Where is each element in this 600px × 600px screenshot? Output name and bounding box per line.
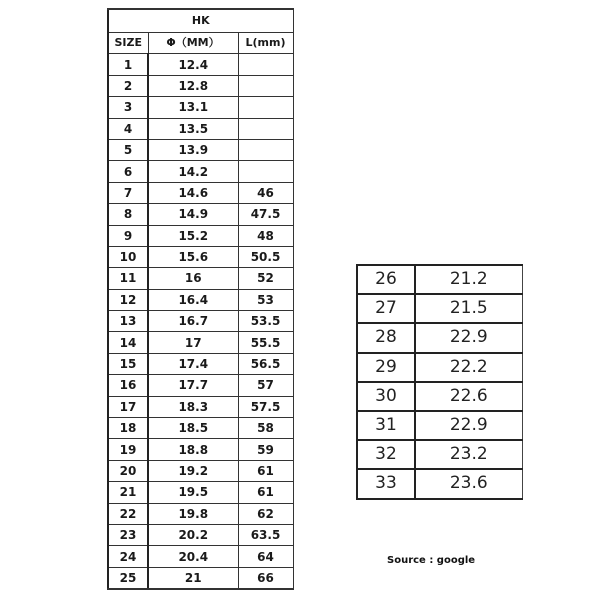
table-row <box>357 411 522 440</box>
table-row <box>108 246 293 267</box>
size-cell: 30 <box>357 382 415 411</box>
diameter-cell: 20.2 <box>148 524 238 545</box>
diameter-cell: 15.2 <box>148 225 238 246</box>
length-cell: 58 <box>238 418 293 439</box>
table-row <box>357 294 522 323</box>
diameter-cell: 14.2 <box>148 161 238 182</box>
table-row <box>357 440 522 469</box>
size-cell: 33 <box>357 469 415 498</box>
table-row <box>108 482 293 503</box>
length-cell: 61 <box>238 460 293 481</box>
length-cell: 50.5 <box>238 246 293 267</box>
length-cell: 63.5 <box>238 524 293 545</box>
diameter-cell: 18.8 <box>148 439 238 460</box>
size-cell: 28 <box>357 323 415 352</box>
size-cell: 21 <box>108 482 148 503</box>
diameter-cell: 16.4 <box>148 289 238 310</box>
diameter-cell: 13.5 <box>148 118 238 139</box>
length-cell <box>238 118 293 139</box>
size-cell: 16 <box>108 375 148 396</box>
size-cell: 13 <box>108 311 148 332</box>
table-title: HK <box>108 9 293 33</box>
diameter-cell: 12.8 <box>148 75 238 96</box>
table-row <box>108 375 293 396</box>
diameter-cell: 22.2 <box>415 353 522 382</box>
length-cell: 53.5 <box>238 311 293 332</box>
diameter-cell: 14.9 <box>148 204 238 225</box>
table-row <box>108 139 293 160</box>
table-row <box>108 268 293 289</box>
table-row <box>357 469 522 498</box>
length-cell: 53 <box>238 289 293 310</box>
length-cell: 66 <box>238 567 293 589</box>
diameter-cell: 16 <box>148 268 238 289</box>
size-cell: 1 <box>108 54 148 75</box>
diameter-cell: 18.5 <box>148 418 238 439</box>
diameter-cell: 22.6 <box>415 382 522 411</box>
size-cell: 23 <box>108 524 148 545</box>
size-cell: 11 <box>108 268 148 289</box>
size-cell: 24 <box>108 546 148 567</box>
diameter-cell: 17.7 <box>148 375 238 396</box>
size-cell: 3 <box>108 97 148 118</box>
table-row <box>108 503 293 524</box>
length-cell: 64 <box>238 546 293 567</box>
size-cell: 2 <box>108 75 148 96</box>
size-cell: 7 <box>108 182 148 203</box>
table-row <box>108 311 293 332</box>
table-row <box>108 396 293 417</box>
size-cell: 14 <box>108 332 148 353</box>
diameter-cell: 13.1 <box>148 97 238 118</box>
size-cell: 18 <box>108 418 148 439</box>
diameter-cell: 15.6 <box>148 246 238 267</box>
length-cell: 57 <box>238 375 293 396</box>
table-row <box>108 204 293 225</box>
diameter-cell: 23.6 <box>415 469 522 498</box>
diameter-cell: 12.4 <box>148 54 238 75</box>
table-row <box>357 323 522 352</box>
size-cell: 31 <box>357 411 415 440</box>
source-note: Source : google <box>387 555 476 566</box>
diameter-cell: 13.9 <box>148 139 238 160</box>
table-row <box>108 289 293 310</box>
size-cell: 12 <box>108 289 148 310</box>
length-cell <box>238 97 293 118</box>
length-cell: 62 <box>238 503 293 524</box>
table-row <box>108 524 293 545</box>
size-cell: 17 <box>108 396 148 417</box>
size-cell: 32 <box>357 440 415 469</box>
length-cell <box>238 54 293 75</box>
size-cell: 25 <box>108 567 148 589</box>
table-row <box>108 54 293 75</box>
size-cell: 10 <box>108 246 148 267</box>
size-cell: 27 <box>357 294 415 323</box>
length-cell: 59 <box>238 439 293 460</box>
length-cell <box>238 139 293 160</box>
column-header-diameter: Φ（MM） <box>148 33 238 54</box>
diameter-cell: 22.9 <box>415 323 522 352</box>
table-row <box>357 382 522 411</box>
size-cell: 6 <box>108 161 148 182</box>
table-row <box>108 161 293 182</box>
table-row <box>108 118 293 139</box>
length-cell: 47.5 <box>238 204 293 225</box>
size-cell: 22 <box>108 503 148 524</box>
table-row <box>108 97 293 118</box>
ring-size-table-continued <box>356 264 523 500</box>
diameter-cell: 20.4 <box>148 546 238 567</box>
size-cell: 8 <box>108 204 148 225</box>
table-row <box>108 546 293 567</box>
size-cell: 20 <box>108 460 148 481</box>
length-cell: 55.5 <box>238 332 293 353</box>
diameter-cell: 22.9 <box>415 411 522 440</box>
table-row <box>108 332 293 353</box>
length-cell <box>238 75 293 96</box>
diameter-cell: 18.3 <box>148 396 238 417</box>
length-cell <box>238 161 293 182</box>
size-cell: 29 <box>357 353 415 382</box>
table-row <box>357 353 522 382</box>
table-row <box>108 567 293 589</box>
size-cell: 9 <box>108 225 148 246</box>
column-header-length: L(mm) <box>238 33 293 54</box>
column-header-size: SIZE <box>108 33 148 54</box>
length-cell: 46 <box>238 182 293 203</box>
size-cell: 4 <box>108 118 148 139</box>
table-header-row <box>108 33 293 54</box>
table-title-row <box>108 9 293 33</box>
length-cell: 56.5 <box>238 353 293 374</box>
diameter-cell: 14.6 <box>148 182 238 203</box>
diameter-cell: 19.8 <box>148 503 238 524</box>
diameter-cell: 23.2 <box>415 440 522 469</box>
size-cell: 19 <box>108 439 148 460</box>
length-cell: 52 <box>238 268 293 289</box>
diameter-cell: 21.5 <box>415 294 522 323</box>
diameter-cell: 17 <box>148 332 238 353</box>
table-row <box>108 353 293 374</box>
size-cell: 15 <box>108 353 148 374</box>
diameter-cell: 21 <box>148 567 238 589</box>
diameter-cell: 16.7 <box>148 311 238 332</box>
table-row <box>108 182 293 203</box>
table-row <box>357 265 522 294</box>
length-cell: 61 <box>238 482 293 503</box>
ring-size-table <box>107 8 294 590</box>
table-row <box>108 439 293 460</box>
table-row <box>108 225 293 246</box>
table-row <box>108 460 293 481</box>
table-row <box>108 418 293 439</box>
diameter-cell: 19.5 <box>148 482 238 503</box>
length-cell: 48 <box>238 225 293 246</box>
size-cell: 26 <box>357 265 415 294</box>
diameter-cell: 21.2 <box>415 265 522 294</box>
length-cell: 57.5 <box>238 396 293 417</box>
diameter-cell: 17.4 <box>148 353 238 374</box>
diameter-cell: 19.2 <box>148 460 238 481</box>
table-row <box>108 75 293 96</box>
size-cell: 5 <box>108 139 148 160</box>
